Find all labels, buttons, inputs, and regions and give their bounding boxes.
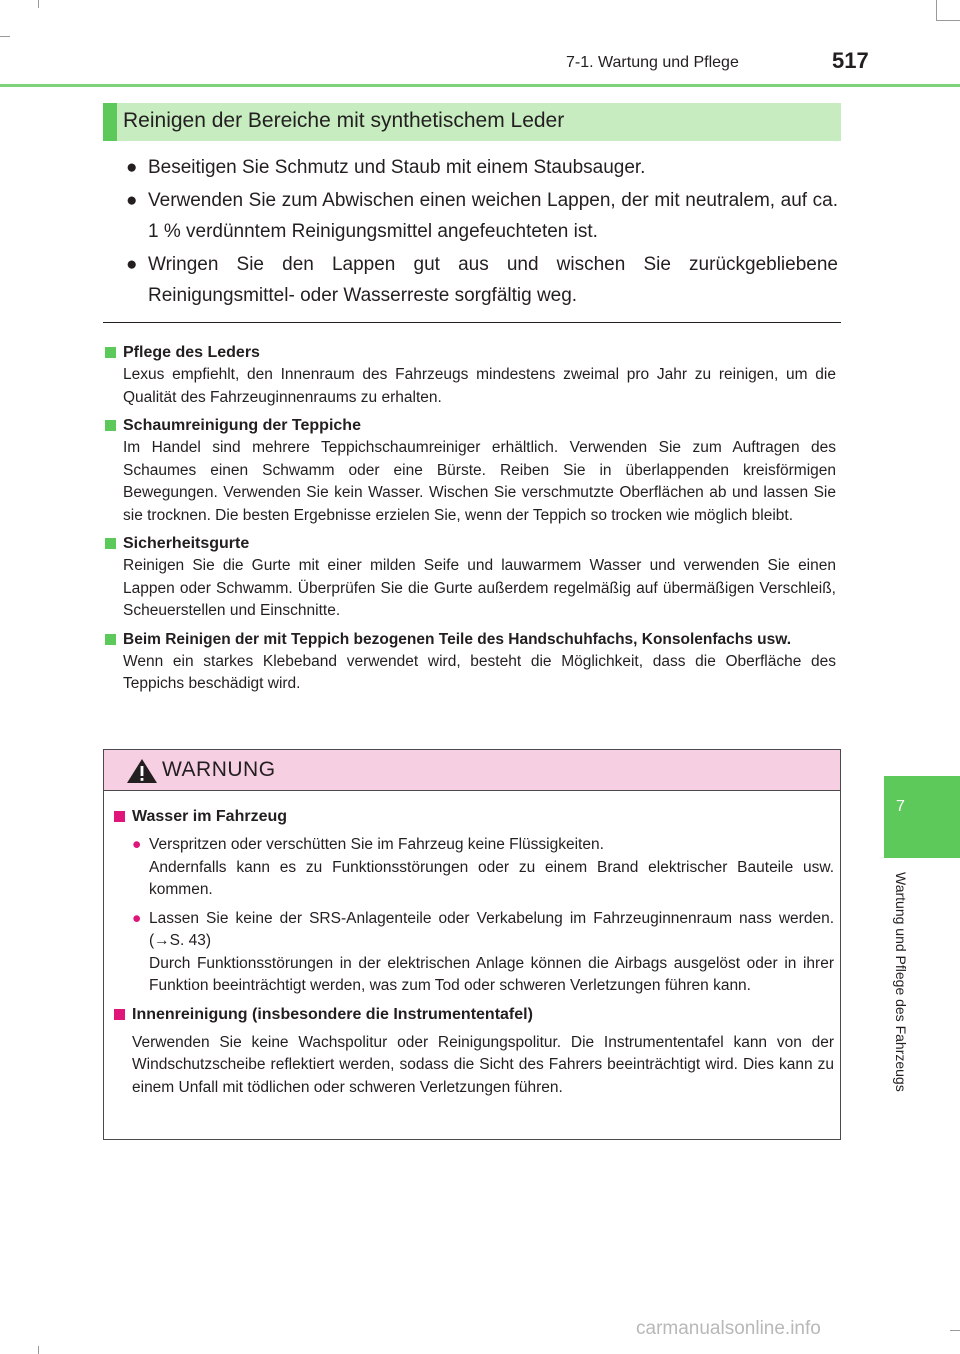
square-bullet-icon bbox=[114, 1009, 125, 1020]
note-title-text: Beim Reinigen der mit Teppich bezogenen Teile des Handschuhfachs, Konsolenfachs usw. bbox=[123, 630, 792, 648]
note-body: Im Handel sind mehrere Teppichschaumreiniger erhältlich. Verwenden Sie zum Auftragen des Schaumes einen Schwamm oder eine Bürste. Reiben Sie in überlappenden kreisförmigen Bewegungen. Verwenden Sie kein Wasser. Wischen Sie verschmutzte Oberflächen ab und lassen Sie sie trocknen. Die besten Ergebnisse erzielen Sie, wenn der Teppich so trocken wie möglich bleibt. bbox=[123, 439, 836, 524]
square-bullet-icon bbox=[105, 347, 116, 358]
list-item-text: Andernfalls kann es zu Funktionsstörungen oder zu einem Brand elektrischer Bauteile usw. kommen. bbox=[149, 858, 834, 898]
warning-group-title bbox=[114, 1004, 834, 1026]
list-item bbox=[126, 185, 838, 247]
section-divider bbox=[103, 322, 841, 323]
square-bullet-icon bbox=[105, 634, 116, 645]
list-item-text: Verspritzen oder verschütten Sie im Fahrzeug keine Flüssigkeiten. bbox=[149, 836, 604, 853]
section-bullet-list bbox=[126, 152, 838, 313]
header-divider bbox=[0, 84, 960, 87]
crop-mark bbox=[0, 36, 10, 37]
warning-group-title-text: Innenreinigung (insbesondere die Instrumententafel) bbox=[132, 1005, 533, 1023]
chapter-tab bbox=[884, 776, 960, 858]
list-item-text: Wringen Sie den Lappen gut aus und wischen Sie zurückgebliebene Reinigungsmittel- oder Wasserreste sorgfältig weg. bbox=[148, 254, 838, 306]
header-section-title: 7-1. Wartung und Pflege bbox=[566, 54, 739, 71]
note-body: Lexus empfiehlt, den Innenraum des Fahrzeugs mindestens zweimal pro Jahr zu reinigen, um die Qualität des Fahrzeuginnenraums zu erhalten. bbox=[123, 366, 836, 406]
bullet-dot-icon: ● bbox=[132, 836, 142, 853]
warning-group-title-text: Wasser im Fahrzeug bbox=[132, 808, 288, 825]
bullet-dot-icon: ● bbox=[132, 909, 142, 927]
list-item-text: Durch Funktionsstörungen in der elektrischen Anlage können die Airbags ausgelöst oder in ihrer Funktion beeinträchtigt werden, was zum Tod oder schweren Verletzungen führen kann. bbox=[149, 954, 834, 994]
list-item bbox=[114, 834, 834, 902]
bullet-dot-icon: ● bbox=[126, 157, 138, 178]
note-body: Reinigen Sie die Gurte mit einer milden Seife und lauwarmem Wasser und verwenden Sie einen Lappen oder Schwamm. Überprüfen Sie die Gurte außerdem regelmäßig auf übermäßigen Verschleiß, Scheuerstellen und Einschnitte. bbox=[123, 557, 836, 619]
warning-title: WARNUNG bbox=[162, 758, 276, 781]
list-item bbox=[114, 908, 834, 998]
note-title bbox=[105, 415, 836, 437]
list-item-text: Lassen Sie keine der SRS-Anlagenteile oder Verkabelung im Fahrzeuginnenraum nass werden. (→S. 43) bbox=[149, 909, 834, 949]
page-number: 517 bbox=[832, 48, 869, 73]
list-item bbox=[126, 152, 838, 183]
warning-group-title bbox=[114, 806, 834, 828]
warning-header bbox=[104, 750, 840, 791]
section-heading-text: Reinigen der Bereiche mit synthetischem Leder bbox=[123, 109, 565, 132]
list-item bbox=[126, 249, 838, 311]
crop-mark bbox=[936, 20, 960, 21]
crop-mark bbox=[38, 0, 39, 8]
note-title bbox=[105, 533, 836, 555]
square-bullet-icon bbox=[105, 420, 116, 431]
warning-content bbox=[114, 806, 834, 1099]
crop-mark bbox=[38, 1346, 39, 1354]
notes-list bbox=[105, 336, 836, 700]
square-bullet-icon bbox=[105, 538, 116, 549]
note-title-text: Schaumreinigung der Teppiche bbox=[123, 417, 361, 434]
bullet-dot-icon: ● bbox=[126, 190, 138, 211]
chapter-label: Wartung und Pflege des Fahrzeugs bbox=[893, 872, 909, 1092]
crop-mark bbox=[950, 1330, 960, 1331]
note-body: Wenn ein starkes Klebeband verwendet wird, besteht die Möglichkeit, dass die Oberfläche des Teppichs beschädigt wird. bbox=[123, 652, 836, 692]
watermark: carmanualsonline.info bbox=[636, 1318, 821, 1339]
note-title bbox=[105, 342, 836, 364]
note-title bbox=[105, 629, 836, 651]
list-item-text: Beseitigen Sie Schmutz und Staub mit einem Staubsauger. bbox=[148, 157, 646, 178]
note-title-text: Sicherheitsgurte bbox=[123, 535, 250, 552]
square-bullet-icon bbox=[114, 811, 125, 822]
section-heading bbox=[103, 103, 841, 141]
crop-mark bbox=[936, 0, 937, 20]
warning-group-body: Verwenden Sie keine Wachspolitur oder Reinigungspolitur. Die Instrumententafel kann von der Windschutzscheibe reflektiert werden, sodass die Sicht des Fahrers beeinträchtigt wird. Dies kann zu einem Unfall mit tödlichen oder schweren Verletzungen führen. bbox=[132, 1033, 834, 1096]
warning-box bbox=[103, 749, 841, 1140]
chapter-number: 7 bbox=[896, 798, 905, 815]
note-title-text: Pflege des Leders bbox=[123, 344, 260, 361]
list-item-text: Verwenden Sie zum Abwischen einen weichen Lappen, der mit neutralem, auf ca. 1 % verdünntem Reinigungsmittel angefeuchteten ist. bbox=[148, 190, 838, 242]
bullet-dot-icon: ● bbox=[126, 254, 138, 275]
warning-triangle-icon bbox=[126, 758, 158, 784]
